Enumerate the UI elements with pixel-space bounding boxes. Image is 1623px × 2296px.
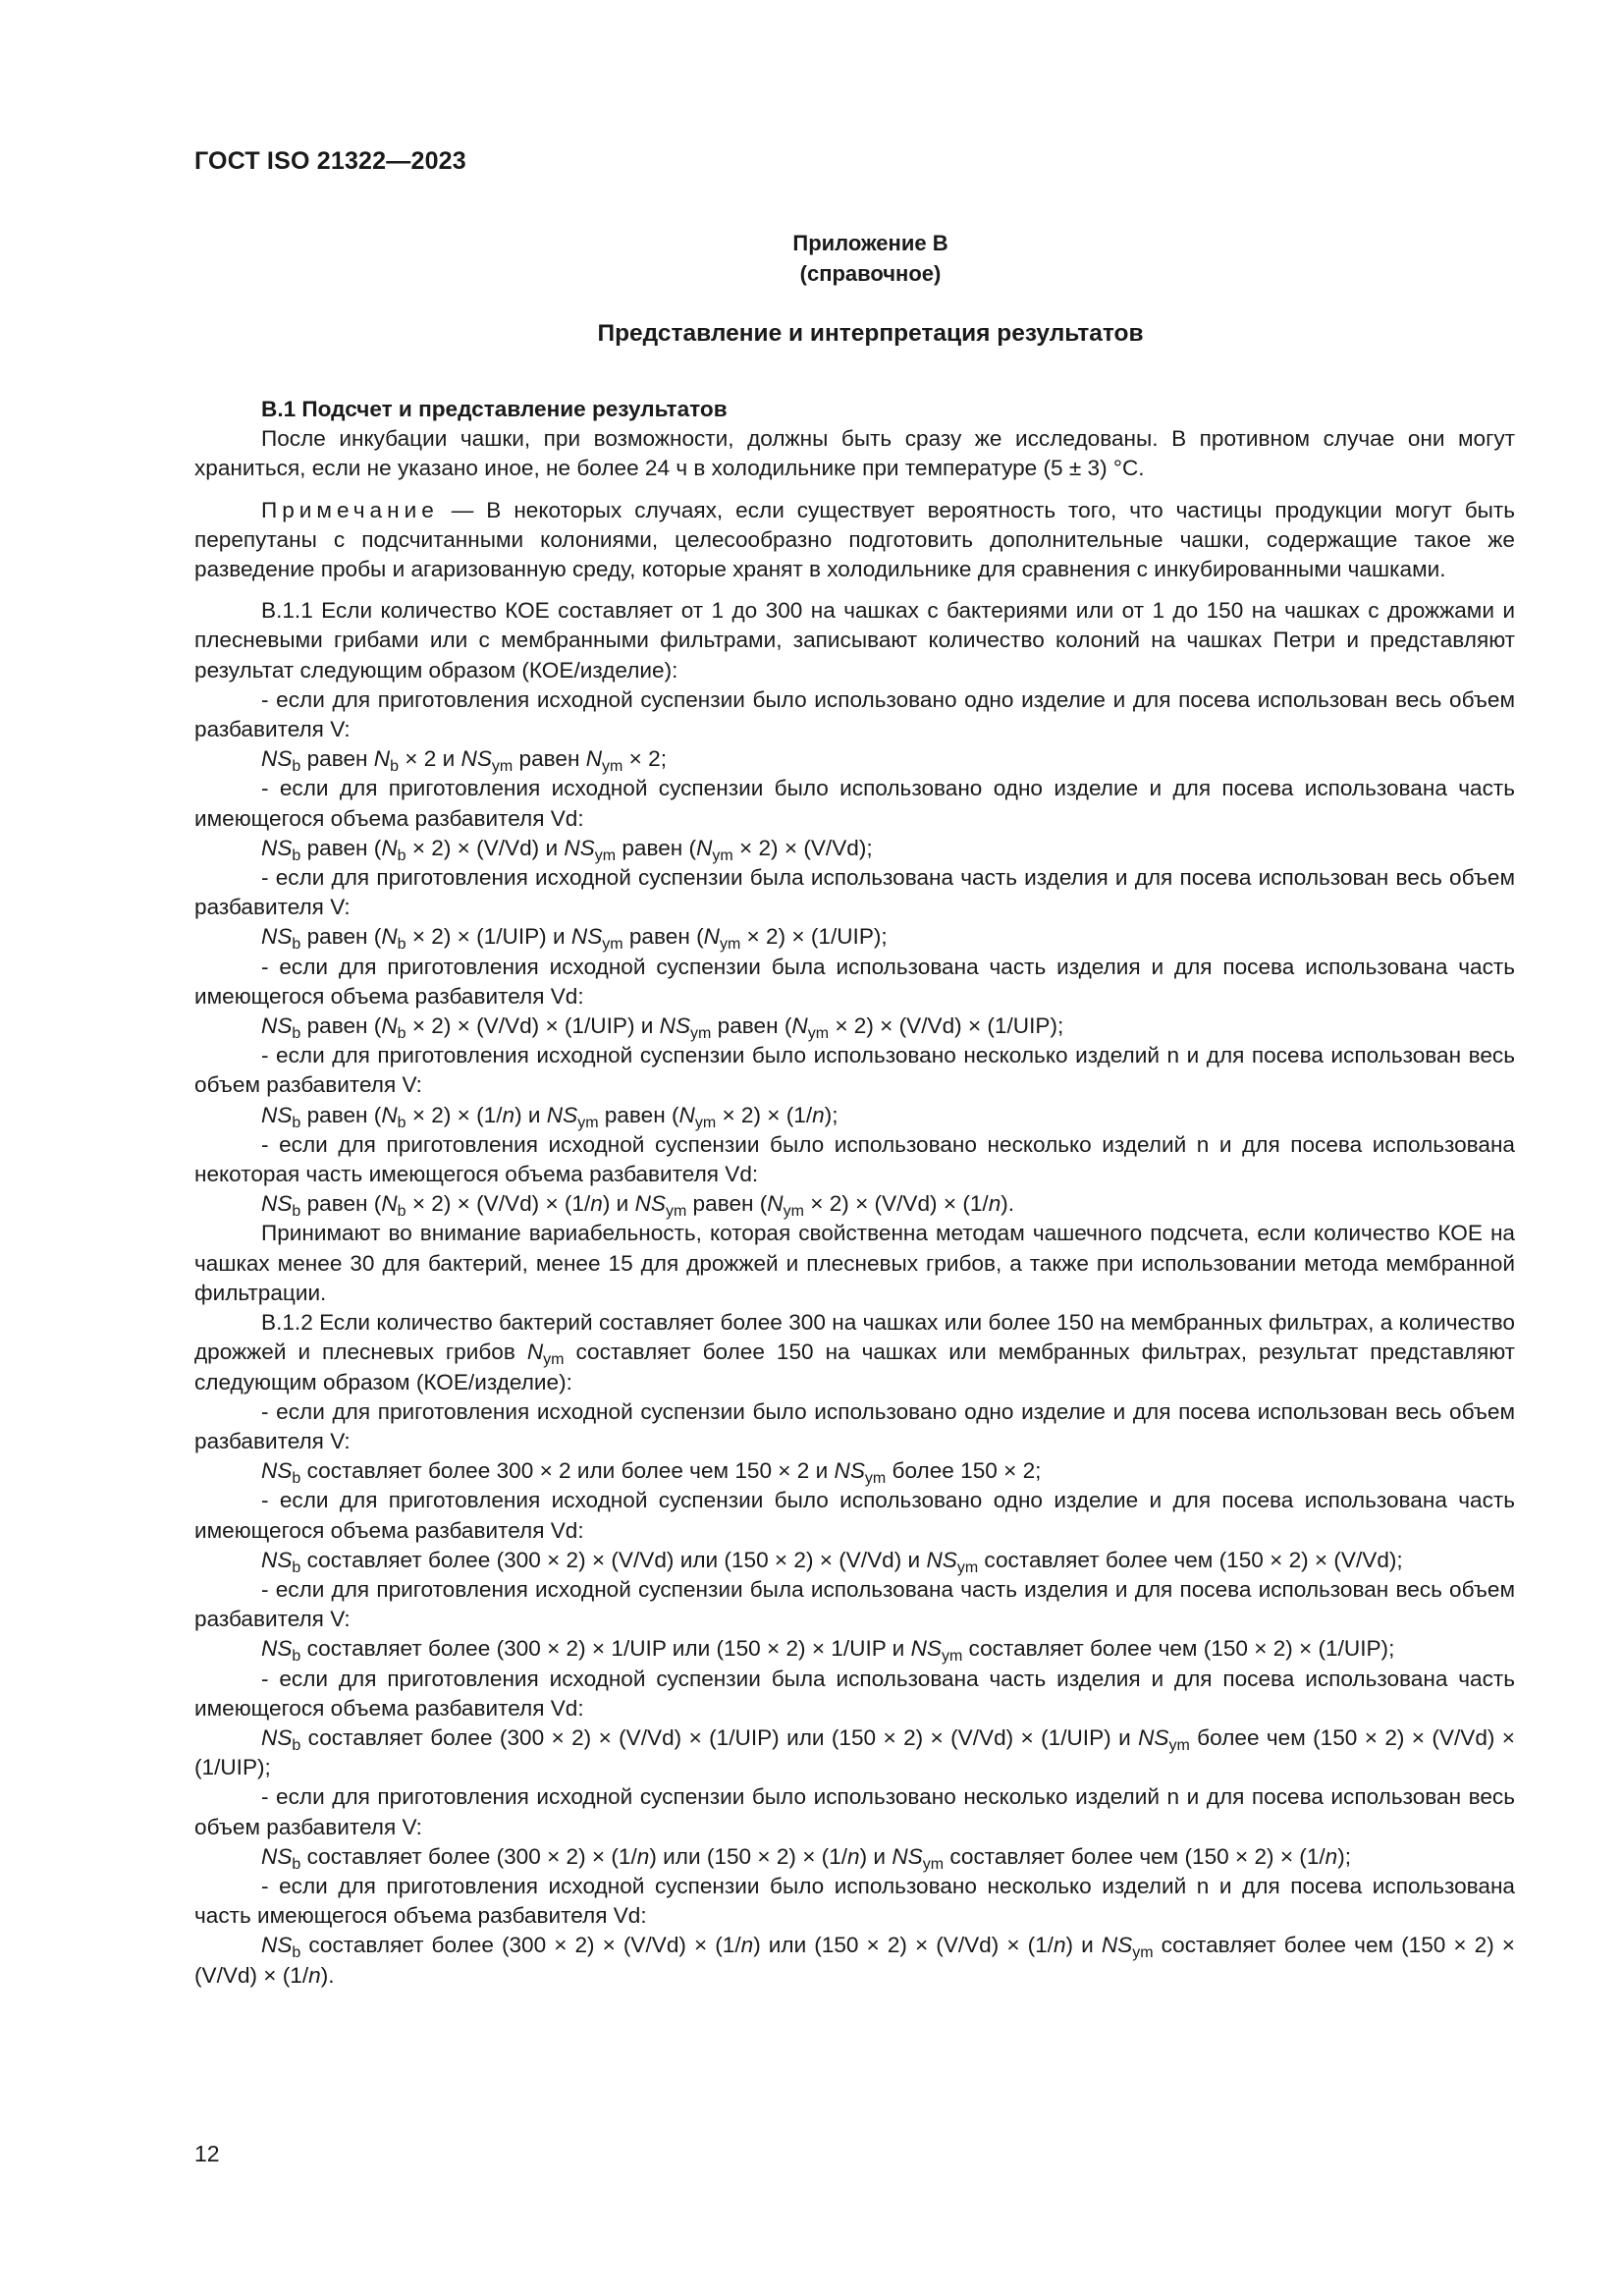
appendix-status: (справочное) xyxy=(799,261,942,286)
condition-b11-1: - если для приготовления исходной суспензии было использовано одно изделие и для посева использован весь объем разбавителя V: xyxy=(194,686,1515,742)
condition-b12-1: - если для приготовления исходной суспензии было использовано одно изделие и для посева использован весь объем разбавителя V: xyxy=(194,1398,1515,1453)
condition-b11-2: - если для приготовления исходной суспензии было использовано одно изделие и для посева использована часть имеющегося объема разбавителя Vd: xyxy=(194,776,1515,831)
paragraph-variability: Принимают во внимание вариабельность, которая свойственна методам чашечного подсчета, если количество КОЕ на чашках менее 30 для бактерий, менее 15 для дрожжей и плесневых грибов, а также при использовании метода мембранной фильтрации. xyxy=(194,1221,1515,1305)
paragraph-incubation: После инкубации чашки, при возможности, должны быть сразу же исследованы. В противном случае они могут храниться, если не указано иное, не более 24 ч в холодильнике при температуре (5 ± 3) °C. xyxy=(194,426,1515,481)
condition-b11-3: - если для приготовления исходной суспензии была использована часть изделия и для посева использован весь объем разбавителя V: xyxy=(194,865,1515,920)
paragraph-b12-intro: B.1.2 Если количество бактерий составляет более 300 на чашках или более 150 на мембранных фильтрах, а количество дрожжей и плесневых грибов $N_{ym}$ составляет более 150 на чашках или мембранных фильтрах, результат представляют следующим образом (КОЕ/изделие): xyxy=(194,1310,1515,1394)
formula-b12-4: $NS_b$ составляет более (300 × 2) × (V/Vd) × (1/UIP) или (150 × 2) × (V/Vd) × (1/UIP) и $NS_{ym}$ более чем (150 × 2) × (V/Vd) × (1/UIP); xyxy=(194,1724,1515,1780)
condition-b12-2: - если для приготовления исходной суспензии было использовано одно изделие и для посева использована часть имеющегося объема разбавителя Vd: xyxy=(194,1488,1515,1543)
condition-b12-6: - если для приготовления исходной суспензии было использовано несколько изделий n и для посева использована часть имеющегося объема разбавителя Vd: xyxy=(194,1873,1515,1929)
formula-b11-6: $NS_b$ равен $(N_b \times 2) \times (V/Vd) \times (1/n)$ и $NS_{ym}$ равен $(N_{ym} \times 2) \times (V/Vd) \times (1/n)$. xyxy=(261,1191,1015,1221)
formula-b12-3: $NS_b$ составляет более (300 × 2) × 1/UIP или (150 × 2) × 1/UIP и $NS_{ym}$ составляет более чем (150 × 2) × (1/UIP); xyxy=(261,1636,1395,1666)
formula-b12-2: $NS_b$ составляет более (300 × 2) × (V/Vd) или (150 × 2) × (V/Vd) и $NS_{ym}$ составляет более чем (150 × 2) × (V/Vd); xyxy=(261,1547,1403,1576)
formula-b11-4: $NS_b$ равен $(N_b \times 2) \times (V/Vd) \times (1/UIP)$ и $NS_{ym}$ равен $(N_{ym} \times 2) \times (V/Vd) \times (1/UIP)$; xyxy=(261,1013,1064,1043)
condition-b12-5: - если для приготовления исходной суспензии было использовано несколько изделий n и для посева использован весь объем разбавителя V: xyxy=(194,1784,1515,1839)
appendix-title: Приложение B xyxy=(792,231,948,255)
condition-b11-5: - если для приготовления исходной суспензии было использовано несколько изделий n и для посева использован весь объем разбавителя V: xyxy=(194,1043,1515,1098)
page-number: 12 xyxy=(194,2141,220,2166)
appendix-heading xyxy=(0,228,1623,289)
note-text: — В некоторых случаях, если существует вероятность того, что частицы продукции могут быть перепутаны с подсчитанными колониями, целесообразно подготовить дополнительные чашки, содержащие такое же разведение пробы и агаризованную среду, которые хранят в холодильнике для сравнения с инкубированными чашками. xyxy=(194,497,1515,582)
formula-b11-3: $NS_b$ равен $(N_b \times 2) \times (1/UIP)$ и $NS_{ym}$ равен $(N_{ym} \times 2) \times (1/UIP)$; xyxy=(261,924,888,954)
section-title: Представление и интерпретация результатов xyxy=(597,320,1144,347)
document-code: ГОСТ ISO 21322—2023 xyxy=(194,147,466,175)
document-body xyxy=(194,395,1515,1991)
note-label: Примечание xyxy=(261,497,439,522)
subsection-heading-b1: B.1 Подсчет и представление результатов xyxy=(261,397,728,421)
condition-b12-4: - если для приготовления исходной суспензии была использована часть изделия и для посева использована часть имеющегося объема разбавителя Vd: xyxy=(194,1666,1515,1721)
condition-b12-3: - если для приготовления исходной суспензии была использована часть изделия и для посева использован весь объем разбавителя V: xyxy=(194,1576,1515,1632)
condition-b11-6: - если для приготовления исходной суспензии было использовано несколько изделий n и для посева использована некоторая часть имеющегося объема разбавителя Vd: xyxy=(194,1131,1515,1187)
formula-b11-5: $NS_b$ равен $(N_b \times 2) \times (1/n)$ и $NS_{ym}$ равен $(N_{ym} \times 2) \times (1/n)$; xyxy=(261,1102,839,1131)
formula-b12-1: $NS_b$ составляет более 300 × 2 или более чем 150 × 2 и $NS_{ym}$ более 150 × 2; xyxy=(261,1458,1042,1488)
condition-b11-4: - если для приготовления исходной суспензии была использована часть изделия и для посева использована часть имеющегося объема разбавителя Vd: xyxy=(194,954,1515,1009)
note-paragraph xyxy=(194,496,1515,585)
formula-b12-6: $NS_b$ составляет более (300 × 2) × (V/Vd) × (1/n) или (150 × 2) × (V/Vd) × (1/n) и $NS_{ym}$ составляет более чем (150 × 2) × (V/Vd) × (1/n). xyxy=(194,1933,1516,1988)
formula-b12-5: $NS_b$ составляет более (300 × 2) × (1/n) или (150 × 2) × (1/n) и $NS_{ym}$ составляет более чем (150 × 2) × (1/n); xyxy=(261,1843,1352,1873)
paragraph-b11-intro: B.1.1 Если количество КОЕ составляет от 1 до 300 на чашках с бактериями или от 1 до 150 на чашках с дрожжами и плесневыми грибами или с мембранными фильтрами, записывают количество колоний на чашках Петри и представляют результат следующим образом (КОЕ/изделие): xyxy=(194,598,1515,683)
formula-b11-1: $NS_b$ равен $N_b \times 2$ и $NS_{ym}$ равен $N_{ym} \times 2$; xyxy=(261,746,667,776)
formula-b11-2: $NS_b$ равен $(N_b \times 2) \times (V/Vd)$ и $NS_{ym}$ равен $(N_{ym} \times 2) \times (V/Vd)$; xyxy=(261,835,873,864)
